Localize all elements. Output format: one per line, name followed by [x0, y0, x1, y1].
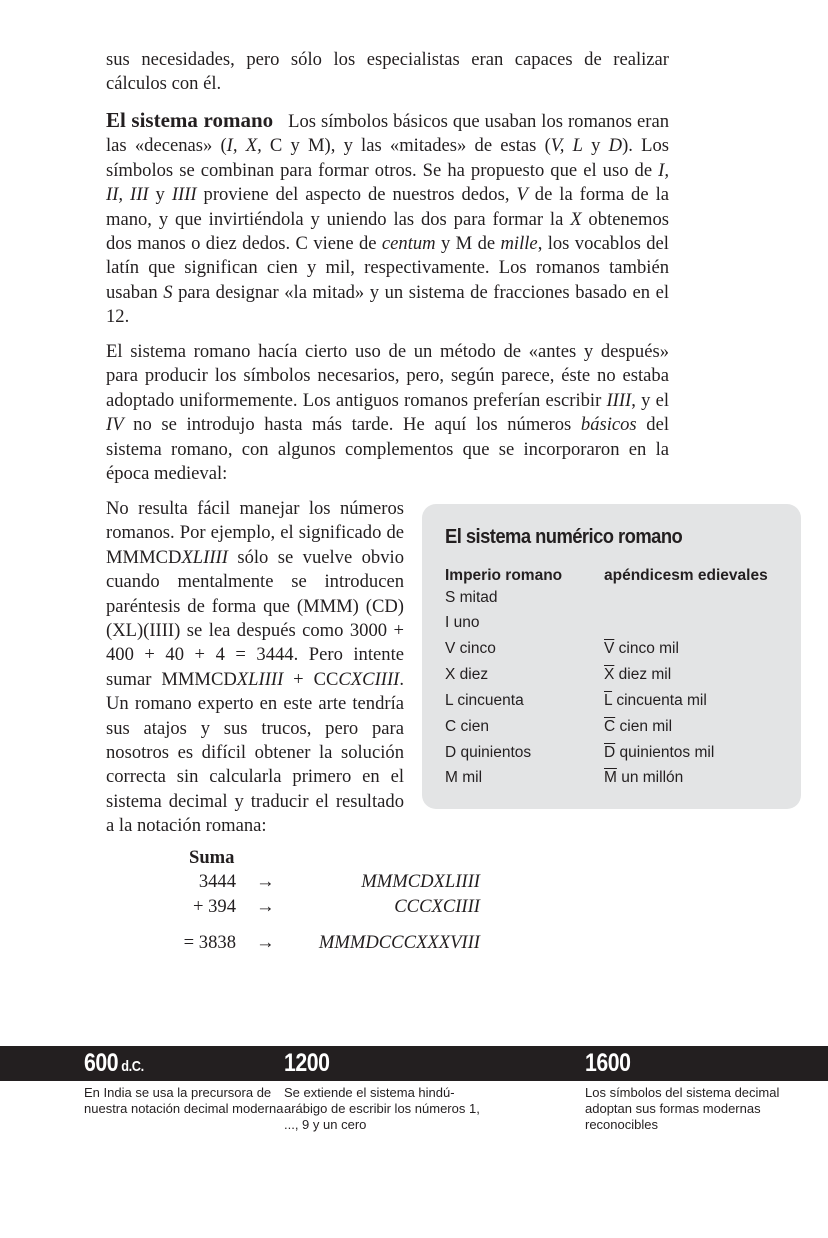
paragraph-roman-system: El sistema romano Los símbolos básicos que usaban los romanos eran las «decenas» (I, X, C y M), y las «mitades» de estas (V, L y D). Los símbolos se combinan para formar otros. Se ha propuesto que el uso de I, II, III y IIII proviene del aspecto de nuestros dedos, V de la forma de la mano, y que invirtiéndola y uniendo las dos para formar la X obtenemos dos manos o diez dedos. C viene de centum y M de mille, los vocablos del latín que significan cien y mil, respectivamente. Los romanos también usaban S para designar «la mitad» y un sistema de fracciones basado en el 12. [106, 108, 670, 328]
sum-number: + 394 [192, 896, 236, 917]
paragraph-difficulty: No resulta fácil manejar los números romanos. Por ejemplo, el significado de MMMCDXLIIII sólo se vuelve obvio cuando mentalmente se introducen paréntesis de forma que (MMM) (CD)(XL)(IIII) se lea después como 3000 + 400 + 40 + 4 = 3444. Pero intente sumar MMMCDXLIIII + CCCXCIIII. Un romano experto en este arte tendría sus atajos y sus trucos, pero para nosotros es difícil obtener la solución correcta sin calcularla primero en el sistema decimal y traducir el resultado a la notación romana: [106, 498, 404, 837]
column-header-medieval: apéndicesm edievales [604, 567, 768, 584]
timeline-year: 1200 [284, 1049, 330, 1077]
table-row: V cinco [445, 640, 496, 657]
section-heading: El sistema romano [106, 108, 274, 132]
medieval-row: $\overline{V}$ cinco mil [604, 640, 679, 657]
table-row: D quinientos [445, 744, 532, 761]
roman-numeral-sidebar [422, 504, 801, 809]
table-row: X diez [445, 666, 489, 683]
arrow-icon: → [256, 932, 275, 953]
timeline-year: 600 d.C. [84, 1049, 144, 1077]
arrow-icon: → [256, 896, 275, 917]
timeline-description: Se extiende el sistema hindú-arábigo de escribir los números 1, ..., 9 y un cero [284, 1085, 480, 1132]
table-row: I uno [445, 614, 480, 631]
timeline-year: 1600 [585, 1049, 631, 1077]
timeline-description: En India se usa la precursora de nuestra notación decimal moderna [84, 1085, 284, 1116]
medieval-row: $\overline{C}$ cien mil [604, 718, 673, 735]
medieval-row: $\overline{M}$ un millón [604, 769, 684, 786]
medieval-row: $\overline{L}$ cincuenta mil [604, 692, 707, 709]
sum-roman: MMMDCCCXXXVIII [318, 932, 480, 953]
table-row: L cincuenta [445, 692, 524, 709]
paragraph-intro: sus necesidades, pero sólo los especialistas eran capaces de realizar cálculos con él. [106, 49, 669, 95]
sum-number: 3444 [198, 871, 236, 892]
table-row: M mil [445, 769, 483, 786]
timeline-description: Los símbolos del sistema decimal adoptan sus formas modernas reconocibles [585, 1085, 780, 1132]
paragraph-before-after: El sistema romano hacía cierto uso de un método de «antes y después» para producir los símbolos necesarios, pero, según parece, éste no estaba adoptado uniformemente. Los antiguos romanos preferían escribir IIII, y el IV no se introdujo hasta más tarde. He aquí los números básicos del sistema romano, con algunos complementos que se incorporaron en la época medieval: [106, 341, 669, 485]
table-row: C cien [445, 718, 489, 735]
arrow-icon: → [256, 871, 275, 892]
medieval-row: $\overline{X}$ diez mil [604, 666, 672, 683]
sum-title: Suma [189, 847, 235, 868]
column-header-roman-empire: Imperio romano [445, 567, 563, 584]
sidebar-title: El sistema numérico romano [445, 526, 683, 548]
sum-roman: MMMCDXLIIII [361, 871, 480, 892]
sum-number: = 3838 [183, 932, 236, 953]
table-row: S mitad [445, 589, 498, 606]
medieval-row: $\overline{D}$ quinientos mil [604, 744, 715, 761]
sum-roman: CCCXCIIII [394, 896, 480, 917]
